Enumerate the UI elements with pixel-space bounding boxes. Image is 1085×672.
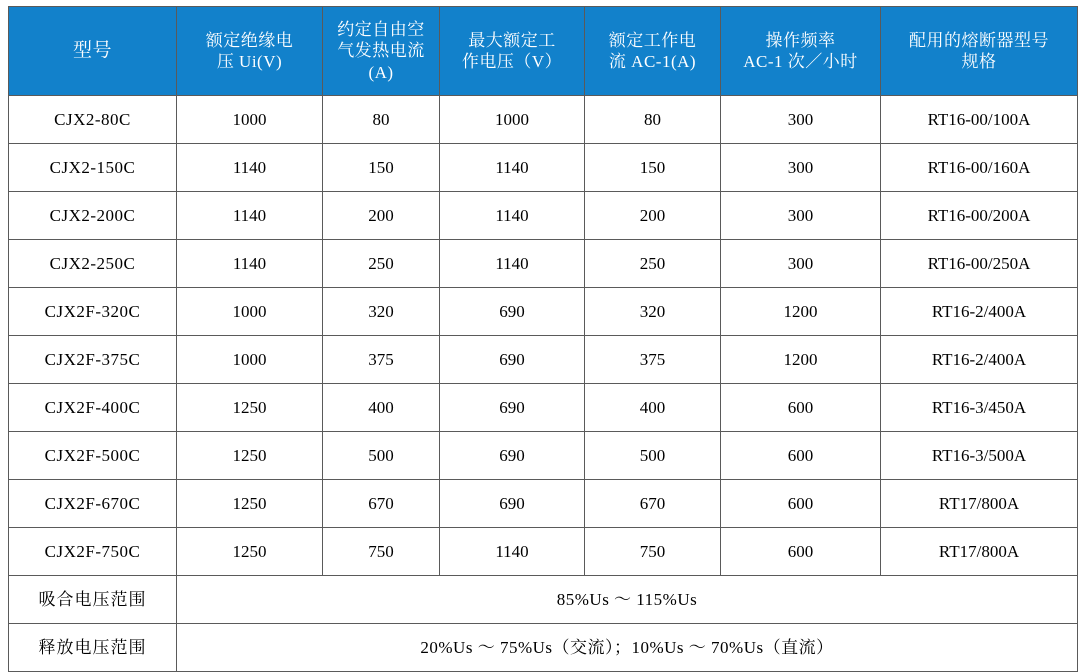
cell-operating-frequency: 1200 xyxy=(721,336,881,384)
cell-model: CJX2F-375C xyxy=(9,336,177,384)
header-line: 型号 xyxy=(72,40,112,62)
table-row xyxy=(9,336,1078,384)
cell-fuse-type: RT16-3/450A xyxy=(881,384,1078,432)
cell-model: CJX2-200C xyxy=(9,192,177,240)
cell-max-operating-voltage: 1140 xyxy=(440,192,585,240)
cell-thermal-current: 200 xyxy=(323,192,440,240)
header-line: 额定绝缘电 xyxy=(205,30,294,50)
header-cell-model xyxy=(9,7,177,96)
header-line: 流 AC-1(A) xyxy=(608,52,697,71)
cell-model: CJX2-80C xyxy=(9,96,177,144)
cell-insulation-voltage: 1000 xyxy=(177,336,323,384)
table-row xyxy=(9,240,1078,288)
cell-max-operating-voltage: 690 xyxy=(440,336,585,384)
cell-thermal-current: 670 xyxy=(323,480,440,528)
cell-fuse-type: RT17/800A xyxy=(881,480,1078,528)
cell-max-operating-voltage: 690 xyxy=(440,288,585,336)
cell-insulation-voltage: 1140 xyxy=(177,240,323,288)
cell-operating-current: 375 xyxy=(585,336,721,384)
cell-insulation-voltage: 1250 xyxy=(177,528,323,576)
cell-thermal-current: 80 xyxy=(323,96,440,144)
cell-thermal-current: 750 xyxy=(323,528,440,576)
cell-fuse-type: RT16-00/200A xyxy=(881,192,1078,240)
cell-model: CJX2F-500C xyxy=(9,432,177,480)
header-line: AC-1 次／小时 xyxy=(743,52,858,71)
cell-operating-frequency: 300 xyxy=(721,144,881,192)
cell-insulation-voltage: 1000 xyxy=(177,288,323,336)
header-line: 作电压（V） xyxy=(461,52,563,71)
cell-dropout-voltage-range-value: 20%Us ～ 75%Us（交流）；10%Us ～ 70%Us（直流） xyxy=(177,624,1078,672)
header-line: 规格 xyxy=(961,52,997,71)
table-row xyxy=(9,192,1078,240)
table-row xyxy=(9,384,1078,432)
cell-insulation-voltage: 1140 xyxy=(177,192,323,240)
cell-max-operating-voltage: 1140 xyxy=(440,144,585,192)
table-row xyxy=(9,480,1078,528)
table-row xyxy=(9,528,1078,576)
table-row-dropout-voltage-range xyxy=(9,624,1078,672)
cell-fuse-type: RT16-3/500A xyxy=(881,432,1078,480)
cell-max-operating-voltage: 690 xyxy=(440,384,585,432)
header-cell-matching-fuse-type xyxy=(881,7,1078,96)
cell-pickup-voltage-range-label: 吸合电压范围 xyxy=(9,576,177,624)
cell-fuse-type: RT16-00/250A xyxy=(881,240,1078,288)
cell-insulation-voltage: 1250 xyxy=(177,384,323,432)
header-line: 约定自由空 xyxy=(337,20,425,40)
header-row xyxy=(9,7,1078,96)
table-row xyxy=(9,96,1078,144)
cell-operating-current: 150 xyxy=(585,144,721,192)
cell-insulation-voltage: 1000 xyxy=(177,96,323,144)
cell-fuse-type: RT16-2/400A xyxy=(881,336,1078,384)
cell-operating-current: 670 xyxy=(585,480,721,528)
cell-model: CJX2F-400C xyxy=(9,384,177,432)
cell-operating-current: 200 xyxy=(585,192,721,240)
header-line: (A) xyxy=(368,62,394,82)
cell-dropout-voltage-range-label: 释放电压范围 xyxy=(9,624,177,672)
cell-insulation-voltage: 1250 xyxy=(177,480,323,528)
cell-thermal-current: 500 xyxy=(323,432,440,480)
table-row xyxy=(9,432,1078,480)
cell-operating-current: 500 xyxy=(585,432,721,480)
cell-operating-frequency: 300 xyxy=(721,96,881,144)
cell-operating-frequency: 300 xyxy=(721,192,881,240)
header-line: 压 Ui(V) xyxy=(216,52,283,71)
cell-max-operating-voltage: 1000 xyxy=(440,96,585,144)
header-cell-operating-frequency xyxy=(721,7,881,96)
cell-operating-frequency: 600 xyxy=(721,480,881,528)
cell-max-operating-voltage: 690 xyxy=(440,432,585,480)
header-line: 气发热电流 xyxy=(337,41,425,61)
header-cell-rated-operating-current xyxy=(585,7,721,96)
header-line: 额定工作电 xyxy=(608,30,697,50)
cell-model: CJX2-150C xyxy=(9,144,177,192)
table-body xyxy=(9,96,1078,672)
cell-thermal-current: 150 xyxy=(323,144,440,192)
contactor-specification-table xyxy=(8,6,1078,672)
cell-operating-frequency: 600 xyxy=(721,528,881,576)
cell-model: CJX2F-670C xyxy=(9,480,177,528)
cell-thermal-current: 320 xyxy=(323,288,440,336)
cell-operating-current: 250 xyxy=(585,240,721,288)
cell-operating-current: 400 xyxy=(585,384,721,432)
cell-operating-frequency: 1200 xyxy=(721,288,881,336)
header-line: 最大额定工 xyxy=(468,30,556,50)
cell-max-operating-voltage: 1140 xyxy=(440,240,585,288)
cell-operating-current: 750 xyxy=(585,528,721,576)
cell-insulation-voltage: 1140 xyxy=(177,144,323,192)
cell-model: CJX2F-320C xyxy=(9,288,177,336)
cell-operating-current: 320 xyxy=(585,288,721,336)
cell-thermal-current: 400 xyxy=(323,384,440,432)
cell-max-operating-voltage: 690 xyxy=(440,480,585,528)
header-cell-conventional-free-air-thermal-current xyxy=(323,7,440,96)
cell-fuse-type: RT16-00/160A xyxy=(881,144,1078,192)
cell-fuse-type: RT17/800A xyxy=(881,528,1078,576)
table-row xyxy=(9,288,1078,336)
cell-operating-current: 80 xyxy=(585,96,721,144)
cell-thermal-current: 250 xyxy=(323,240,440,288)
cell-fuse-type: RT16-00/100A xyxy=(881,96,1078,144)
cell-model: CJX2-250C xyxy=(9,240,177,288)
header-cell-rated-insulation-voltage xyxy=(177,7,323,96)
table-header xyxy=(9,7,1078,96)
cell-operating-frequency: 600 xyxy=(721,432,881,480)
header-line: 操作频率 xyxy=(765,30,836,50)
cell-pickup-voltage-range-value: 85%Us ～ 115%Us xyxy=(177,576,1078,624)
header-line: 配用的熔断器型号 xyxy=(909,30,1049,50)
cell-max-operating-voltage: 1140 xyxy=(440,528,585,576)
header-cell-max-rated-operating-voltage xyxy=(440,7,585,96)
cell-model: CJX2F-750C xyxy=(9,528,177,576)
cell-thermal-current: 375 xyxy=(323,336,440,384)
table-row xyxy=(9,144,1078,192)
cell-operating-frequency: 600 xyxy=(721,384,881,432)
cell-fuse-type: RT16-2/400A xyxy=(881,288,1078,336)
cell-insulation-voltage: 1250 xyxy=(177,432,323,480)
cell-operating-frequency: 300 xyxy=(721,240,881,288)
table-row-pickup-voltage-range xyxy=(9,576,1078,624)
